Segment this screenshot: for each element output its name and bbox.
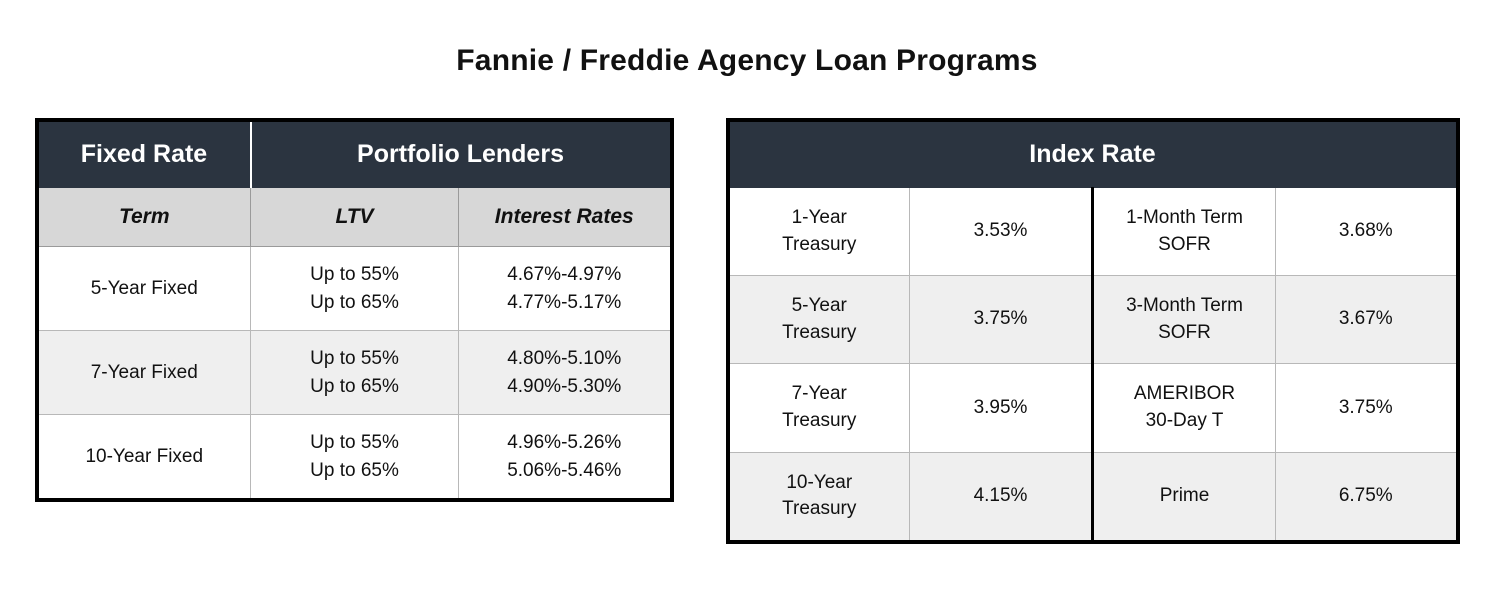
index-value-cell: 3.75%: [910, 276, 1093, 364]
table-row: [37, 247, 672, 331]
index-name-cell: [728, 188, 910, 276]
tables-container: [0, 118, 1494, 544]
fixed-rate-table-header-row: [37, 120, 672, 188]
rate-line: 4.80%-5.10%: [507, 348, 622, 370]
index-name-cell: [1093, 452, 1276, 542]
index-name-cell: [728, 452, 910, 542]
index-name-line: 3-Month Term: [1126, 295, 1243, 317]
index-name-line: 5-Year: [791, 295, 847, 317]
ltv-line: Up to 65%: [310, 459, 399, 481]
index-value-cell: 3.67%: [1276, 276, 1458, 364]
index-value-cell: 6.75%: [1276, 452, 1458, 542]
index-name-line: Treasury: [782, 498, 857, 520]
index-name-line: Prime: [1159, 484, 1210, 506]
table-row: [728, 364, 1458, 452]
index-name-line: AMERIBOR: [1133, 383, 1236, 405]
index-name-line: SOFR: [1158, 321, 1211, 343]
page-title: Fannie / Freddie Agency Loan Programs: [456, 44, 1038, 77]
index-name-line: Treasury: [782, 409, 857, 431]
subheader-interest-rates: Interest Rates: [459, 188, 672, 247]
index-name-cell: [1093, 364, 1276, 452]
table-row: [728, 452, 1458, 542]
index-name-cell: [728, 364, 910, 452]
index-name-line: 30-Day T: [1145, 409, 1224, 431]
index-value-cell: 3.68%: [1276, 188, 1458, 276]
index-name-cell: [728, 276, 910, 364]
subheader-term: Term: [37, 188, 251, 247]
rate-line: 4.67%-4.97%: [507, 264, 622, 285]
index-name-line: 10-Year: [786, 471, 853, 493]
ltv-line: Up to 55%: [310, 432, 399, 454]
index-value-cell: 3.95%: [910, 364, 1093, 452]
ltv-cell: [251, 331, 459, 415]
index-name-line: 7-Year: [791, 383, 847, 405]
index-value-cell: 3.75%: [1276, 364, 1458, 452]
index-name-cell: [1093, 188, 1276, 276]
rate-line: 4.90%-5.30%: [507, 375, 622, 397]
term-cell: 5-Year Fixed: [37, 247, 251, 331]
rate-line: 4.96%-5.26%: [507, 432, 622, 454]
rate-line: 4.77%-5.17%: [507, 291, 622, 313]
index-rate-table: [726, 118, 1460, 544]
ltv-cell: [251, 247, 459, 331]
ltv-line: Up to 65%: [310, 375, 399, 397]
ltv-cell: [251, 415, 459, 501]
table-row: [37, 331, 672, 415]
index-name-line: 1-Month Term: [1126, 207, 1243, 228]
term-cell: 7-Year Fixed: [37, 331, 251, 415]
rates-cell: [459, 331, 672, 415]
index-value-cell: 4.15%: [910, 452, 1093, 542]
portfolio-lenders-header-cell: Portfolio Lenders: [251, 120, 672, 188]
index-name-cell: [1093, 276, 1276, 364]
index-value-cell: 3.53%: [910, 188, 1093, 276]
table-row: [728, 188, 1458, 276]
subheader-ltv: LTV: [251, 188, 459, 247]
index-rate-header-cell: Index Rate: [728, 120, 1458, 188]
ltv-line: Up to 65%: [310, 291, 399, 313]
fixed-rate-header-cell: Fixed Rate: [37, 120, 251, 188]
ltv-line: Up to 55%: [310, 348, 399, 370]
index-name-line: SOFR: [1158, 233, 1211, 255]
fixed-rate-table: [35, 118, 674, 502]
term-cell: 10-Year Fixed: [37, 415, 251, 501]
index-name-line: Treasury: [782, 233, 857, 255]
index-name-line: Treasury: [782, 321, 857, 343]
rates-cell: [459, 415, 672, 501]
ltv-line: Up to 55%: [310, 264, 399, 285]
index-name-line: 1-Year: [791, 207, 847, 228]
rates-cell: [459, 247, 672, 331]
table-row: [37, 415, 672, 501]
fixed-rate-table-subheader-row: [37, 188, 672, 247]
table-row: [728, 276, 1458, 364]
rate-line: 5.06%-5.46%: [507, 459, 622, 481]
index-rate-table-header-row: [728, 120, 1458, 188]
